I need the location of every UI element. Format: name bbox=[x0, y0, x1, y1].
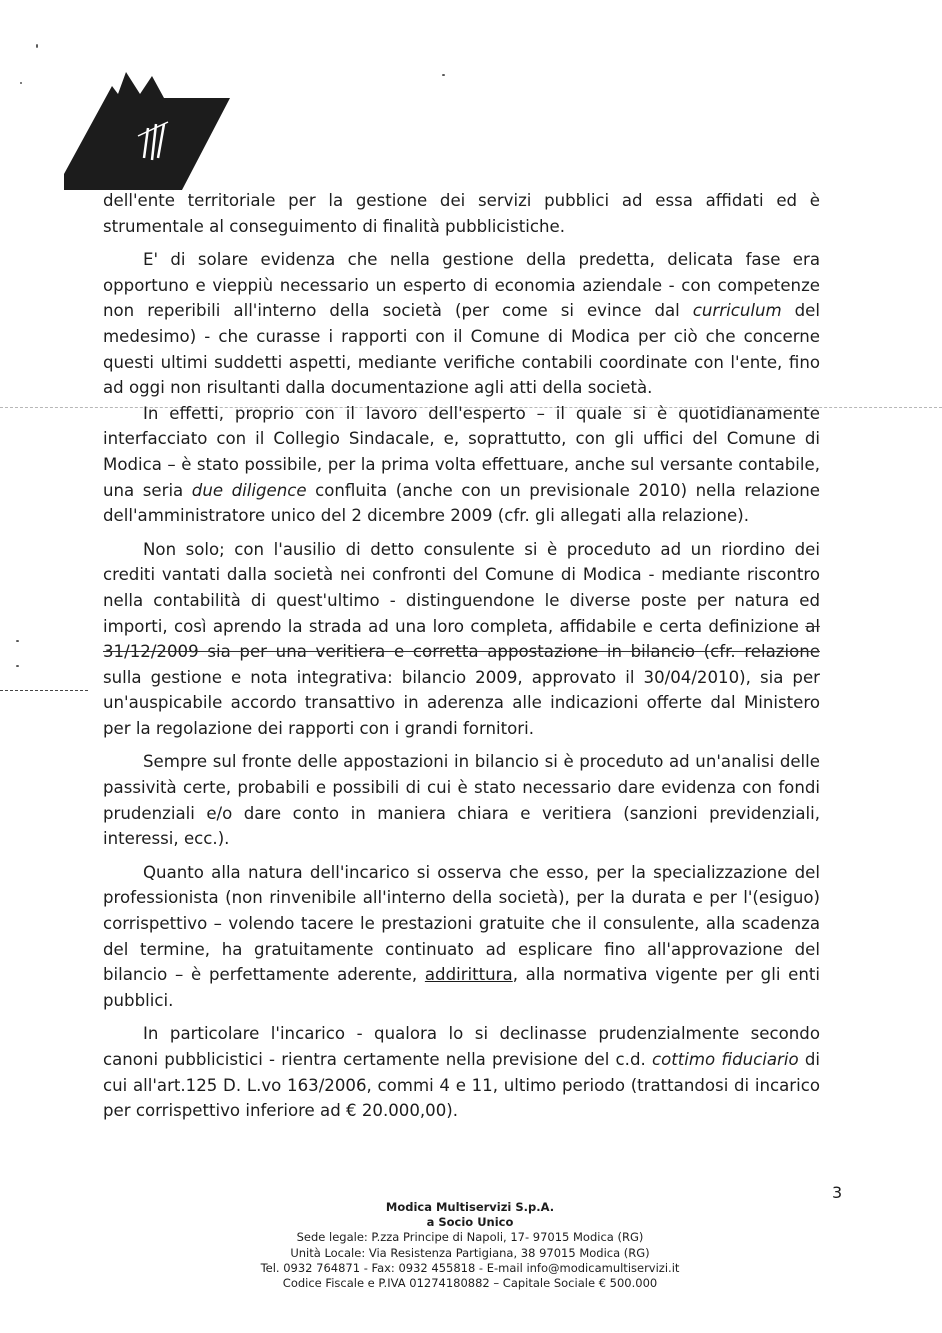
page-number: 3 bbox=[832, 1183, 843, 1202]
footer-contacts: Tel. 0932 764871 - Fax: 0932 455818 - E-mail info@modicamultiservizi.it bbox=[260, 1260, 680, 1275]
paragraph-5: Sempre sul fronte delle appostazioni in bilancio si è proceduto ad un'analisi delle passività certe, probabili e possibili di cui è stato necessario dare evidenza con fondi prudenziali e/o dare conto in maniera chiara e veritiera (sanzioni previdenziali, interessi, ecc.). bbox=[103, 752, 820, 849]
footer-subtitle: a Socio Unico bbox=[426, 1215, 514, 1230]
margin-dash-mark bbox=[0, 690, 88, 691]
footer-sede: Sede legale: P.zza Principe di Napoli, 17- 97015 Modica (RG) bbox=[296, 1230, 644, 1245]
document-body bbox=[103, 188, 820, 1124]
scan-speck bbox=[442, 74, 445, 76]
footer-unita: Unità Locale: Via Resistenza Partigiana, 38 97015 Modica (RG) bbox=[290, 1245, 650, 1260]
paragraph-3: In effetti, proprio con il lavoro dell'esperto – il quale si è quotidianamente interfacciato con il Collegio Sindacale, e, soprattutto, con gli uffici del Comune di Modica – è stato possibile, per la prima volta effettuare, anche sul versante contabile, una seria due diligence confluita (anche con un previsionale 2010) nella relazione dell'amministratore unico del 2 dicembre 2009 (cfr. gli allegati alla relazione). bbox=[103, 403, 820, 526]
scan-speck bbox=[20, 82, 22, 84]
paragraph-1: dell'ente territoriale per la gestione dei servizi pubblici ad essa affidati ed è strumentale al conseguimento di finalità pubblicistiche. bbox=[103, 191, 820, 236]
letterhead-footer bbox=[220, 1200, 720, 1291]
company-logo-icon bbox=[64, 66, 234, 191]
paragraph-7: In particolare l'incarico - qualora lo si declinasse prudenzialmente secondo canoni pubblicistici - rientra certamente nella previsione del c.d. cottimo fiduciario di cui all'art.125 D. L.vo 163/2006, commi 4 e 11, ultimo periodo (trattandosi di incarico per corrispettivo inferiore ad € 20.000,00). bbox=[103, 1024, 820, 1121]
paragraph-2: E' di solare evidenza che nella gestione della predetta, delicata fase era opportuno e vieppiù necessario un esperto di economia aziendale - con competenze non reperibili all'interno della società (per come si evince dal curriculum del medesimo) - che curasse i rapporti con il Comune di Modica per ciò che concerne questi ultimi suddetti aspetti, mediante verifiche contabili coordinate con l'ente, fino ad oggi non risultanti dalla documentazione agli atti della società. bbox=[103, 250, 820, 398]
scan-speck bbox=[36, 44, 38, 48]
scan-speck bbox=[16, 640, 19, 642]
struck-text: al 31/12/2009 sia per una veritiera e corretta appostazione in bilancio (cfr. relazione bbox=[103, 616, 820, 662]
paragraph-6: Quanto alla natura dell'incarico si osserva che esso, per la specializzazione del professionista (non rinvenibile all'interno della società), per la durata e per l'(esiguo) corrispettivo – volendo tacere le prestazioni gratuite che il consulente, alla scadenza del termine, ha gratuitamente continuato ad esplicare fino all'approvazione del bilancio – è perfettamente aderente, addirittura, alla normativa vigente per gli enti pubblici. bbox=[103, 862, 820, 1010]
footer-company: Modica Multiservizi S.p.A. bbox=[385, 1200, 555, 1214]
footer-fiscal: Codice Fiscale e P.IVA 01274180882 – Capitale Sociale € 500.000 bbox=[282, 1276, 658, 1291]
paragraph-4: Non solo; con l'ausilio di detto consulente si è proceduto ad un riordino dei crediti vantati dalla società nei confronti del Comune di Modica - mediante riscontro nella contabilità di quest'ultimo - distinguendone le diverse poste per natura ed importi, così aprendo la strada ad una loro completa, affidabile e certa definizione al 31/12/2009 sia per una veritiera e corretta appostazione in bilancio (cfr. relazione sulla gestione e nota integrativa: bilancio 2009, approvato il 30/04/2010), sia per un'auspicabile accordo transattivo in aderenza alle indicazioni offerte dal Ministero per la regolazione dei rapporti con i grandi fornitori. bbox=[103, 539, 820, 738]
scan-speck bbox=[16, 665, 19, 667]
